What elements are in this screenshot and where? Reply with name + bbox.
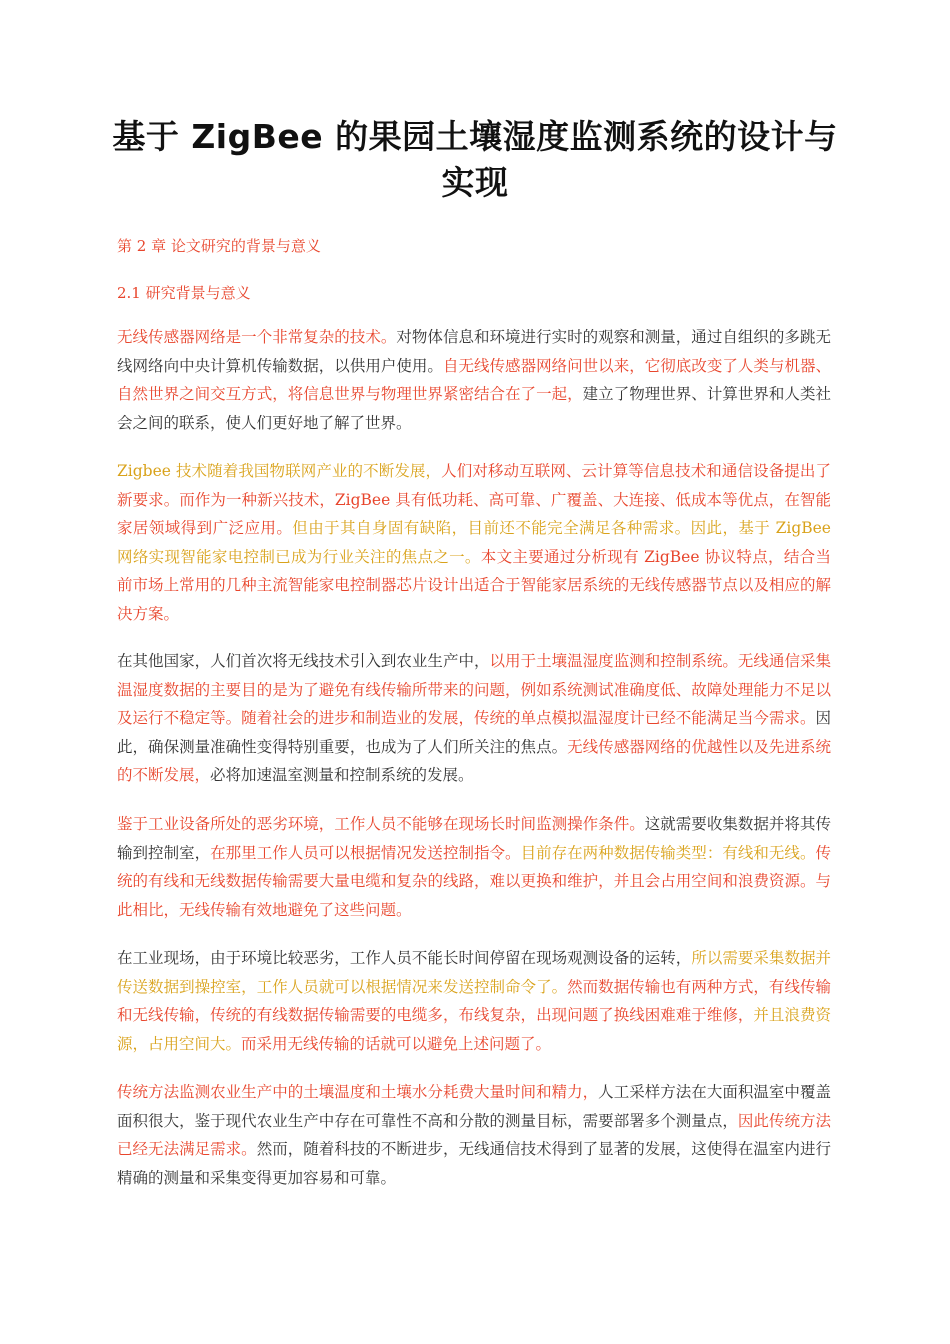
paragraph-6 xyxy=(117,1078,831,1192)
text-run: 这就需要收集数据并将其传输到控制室， xyxy=(117,815,831,862)
text-run: 无线传感器网络的优越性以及先进系统的不断发展， xyxy=(117,737,831,785)
paragraph-4 xyxy=(117,810,831,924)
text-run: 传统的有线和无线数据传输需要大量电缆和复杂的线路，难以更换和维护，并且会占用空间和浪费资源。与此相比，无线传输有效地避免了这些问题。 xyxy=(117,843,831,919)
text-run: 本文主要通过分析现有 ZigBee 协议特点，结合当前市场上常用的几种主流智能家电控制器芯片设计出适合于智能家居系统的无线传感器节点以及相应的解决方案。 xyxy=(117,547,831,623)
text-run: 然而数据传输也有两种方式，有线传输和无线传输，传统的有线数据传输需要的电缆多，布线复杂，出现问题了换线困难难于维修， xyxy=(117,977,831,1025)
text-run: 人工采样方法在大面积温室中覆盖面积很大，鉴于现代农业生产中存在可靠性不高和分散的测量目标，需要部署多个测量点， xyxy=(117,1083,831,1130)
paragraph-1 xyxy=(117,323,831,437)
text-run: 传统方法监测农业生产中的土壤温度和土壤水分耗费大量时间和精力， xyxy=(117,1083,599,1101)
text-run: 人们对移动互联网、云计算等信息技术和通信设备提出了新要求。而作为一种新兴技术，ZigBee 具有低功耗、高可靠、广覆盖、大连接、低成本等优点，在智能家居领域得到广泛应用。 xyxy=(117,462,831,538)
text-run: 并且浪费资源，占用空间大。 xyxy=(117,1006,831,1053)
text-run: 自无线传感器网络问世以来，它彻底改变了人类与机器、自然世界之间交互方式，将信息世界与物理世界紧密结合在了一起， xyxy=(117,356,831,404)
paragraph-3 xyxy=(117,647,831,790)
text-run: 对物体信息和环境进行实时的观察和测量，通过自组织的多跳无线网络向中央计算机传输数据，以供用户使用。 xyxy=(117,328,831,375)
text-run: 但由于其自身固有缺陷，目前还不能完全满足各种需求。因此，基于 ZigBee 网络实现智能家电控制已成为行业关注的焦点之一。 xyxy=(117,519,831,566)
text-run: 鉴于工业设备所处的恶劣环境，工作人员不能够在现场长时间监测操作条件。 xyxy=(117,815,645,833)
paragraph-5 xyxy=(117,944,831,1058)
text-run: 因此，确保测量准确性变得特别重要，也成为了人们所关注的焦点。 xyxy=(117,709,831,756)
section-heading: 2.1 研究背景与意义 xyxy=(117,284,251,302)
paragraph-2 xyxy=(117,457,831,629)
text-run: 因此传统方法已经无法满足需求。 xyxy=(117,1111,831,1159)
text-run: 所以需要采集数据并传送数据到操控室，工作人员就可以根据情况来发送控制命令了。 xyxy=(117,949,831,996)
text-run: 而采用无线传输的话就可以避免上述问题了。 xyxy=(241,1034,552,1053)
document-title: 基于 ZigBee 的果园土壤湿度监测系统的设计与实现 xyxy=(112,117,838,202)
text-run: 以用于土壤温湿度监测和控制系统。无线通信采集温湿度数据的主要目的是为了避免有线传输所带来的问题，例如系统测试准确度低、故障处理能力不足以及运行不稳定等。随着社会的进步和制造业的发展，传统的单点模拟温湿度计已经不能满足当今需求。 xyxy=(117,652,831,728)
text-run: 必将加速温室测量和控制系统的发展。 xyxy=(210,766,474,785)
text-run: 目前存在两种数据传输类型：有线和无线。 xyxy=(520,843,816,862)
text-run: 在其他国家，人们首次将无线技术引入到农业生产中， xyxy=(117,652,490,670)
text-run: Zigbee 技术随着我国物联网产业的不断发展， xyxy=(117,462,442,480)
chapter-heading: 第 2 章 论文研究的背景与意义 xyxy=(117,237,321,255)
text-run: 在工业现场，由于环境比较恶劣，工作人员不能长时间停留在现场观测设备的运转， xyxy=(117,949,692,967)
text-run: 在那里工作人员可以根据情况发送控制指令。 xyxy=(210,843,521,862)
text-run: 建立了物理世界、计算世界和人类社会之间的联系，使人们更好地了解了世界。 xyxy=(117,385,831,432)
text-run: 无线传感器网络是一个非常复杂的技术。 xyxy=(117,328,397,346)
text-run: 然而，随着科技的不断进步，无线通信技术得到了显著的发展，这使得在温室内进行精确的测量和采集变得更加容易和可靠。 xyxy=(117,1140,831,1187)
